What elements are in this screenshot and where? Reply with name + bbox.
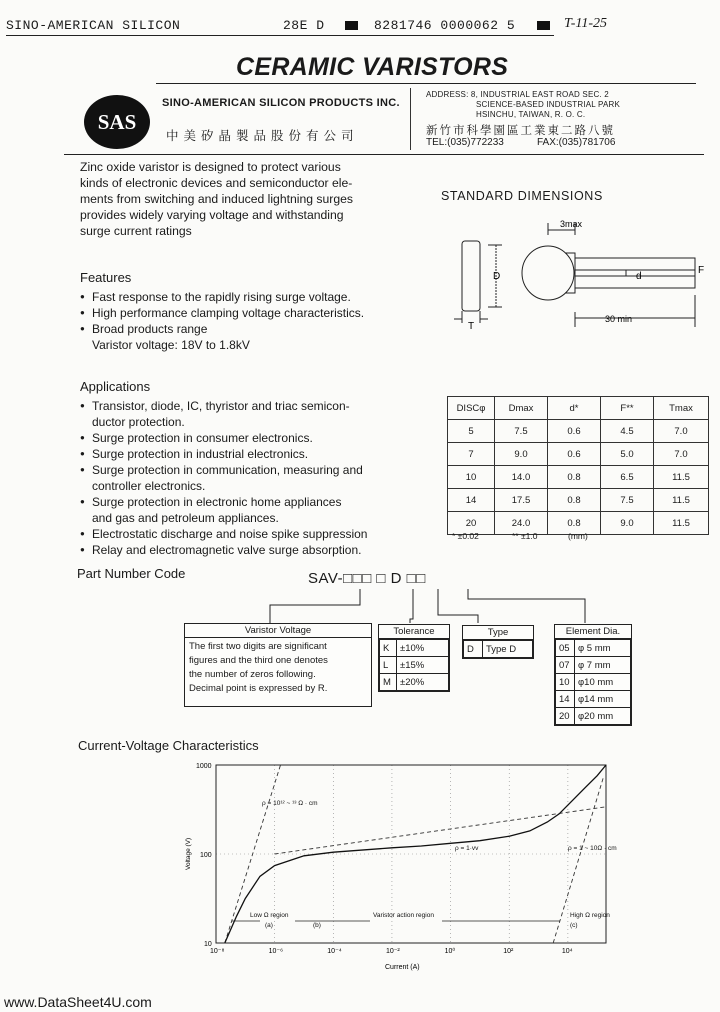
header-cell: Dmax	[495, 397, 548, 420]
x-tick-label: 10²	[503, 948, 514, 955]
header-block	[345, 21, 358, 30]
dimensions-table	[447, 396, 709, 535]
title-rule	[156, 83, 696, 84]
annotation-a: (a)	[265, 922, 273, 929]
table-row: 07 φ 7 mm	[556, 657, 631, 674]
y-tick-label: 10	[204, 941, 212, 948]
company-logo: SAS	[84, 95, 150, 149]
header-rule	[6, 35, 554, 36]
box-title: Element Dia.	[555, 625, 631, 639]
application-cont: ductor protection.	[92, 415, 185, 429]
annotation-low-region: Low Ω region	[250, 912, 289, 919]
table-note-1: * ±0.02	[452, 531, 479, 541]
application-item: ● Electrostatic discharge and noise spike suppression	[80, 526, 420, 542]
part-number-leaders	[180, 585, 640, 625]
application-item: ● Surge protection in electronic home appliances	[80, 494, 420, 510]
svg-text:T: T	[468, 321, 475, 330]
applications-heading: Applications	[80, 379, 151, 394]
disc-front-view	[522, 246, 574, 300]
table-row: 10 φ10 mm	[556, 674, 631, 691]
annotation-nu: ρ = 1·vv	[455, 845, 479, 852]
table-unit: (mm)	[568, 531, 588, 541]
reference-line	[275, 807, 606, 854]
company-divider	[410, 88, 411, 150]
dimension-drawing	[440, 215, 710, 330]
svg-text:F: F	[698, 265, 705, 276]
svg-text:d: d	[636, 271, 642, 282]
chart-heading: Current-Voltage Characteristics	[78, 738, 259, 753]
table-row: 14 φ14 mm	[556, 691, 631, 708]
annotation-rho-low: ρ = 1 ~ 10Ω · cm	[568, 845, 617, 852]
table-row: 05 φ 5 mm	[556, 640, 631, 657]
svg-text:30 min: 30 min	[605, 314, 633, 324]
box-title: Varistor Voltage	[185, 624, 371, 638]
x-tick-label: 10⁻²	[385, 948, 400, 955]
feature-extra: Varistor voltage: 18V to 1.8kV	[92, 338, 250, 352]
application-item: ● Relay and electromagnetic valve surge absorption.	[80, 542, 420, 558]
application-item: ● Surge protection in industrial electronics.	[80, 446, 420, 462]
annotation-c: (c)	[570, 922, 578, 929]
box-title: Type	[463, 626, 533, 640]
part-number-heading: Part Number Code	[77, 566, 186, 581]
annotation-varistor-region: Varistor action region	[373, 912, 434, 919]
svg-text:D: D	[493, 271, 501, 282]
varistor-voltage-box: Varistor Voltage The first two digits are significant figures and the third one denotes the number of zeros following. Decimal point is expressed by R.	[184, 623, 372, 707]
tolerance-box	[378, 624, 450, 692]
x-tick-label: 10⁻⁸	[210, 948, 225, 955]
application-item: ● Surge protection in communication, measuring and	[80, 462, 420, 478]
watermark: www.DataSheet4U.com	[4, 994, 152, 1010]
address-line-3: HSINCHU, TAIWAN, R. O. C.	[476, 110, 586, 119]
table-row: L ±15%	[380, 657, 449, 674]
header-cell: Tmax	[654, 397, 709, 420]
applications-list	[80, 398, 420, 558]
header-left: SINO-AMERICAN SILICON	[6, 18, 181, 33]
header-handwritten: T-11-25	[564, 16, 608, 31]
iv-chart	[180, 755, 620, 975]
y-axis-label: Voltage (V)	[185, 837, 192, 870]
address-line-2: SCIENCE-BASED INDUSTRIAL PARK	[476, 100, 621, 109]
header-cell: F**	[601, 397, 654, 420]
address-line-1: ADDRESS: 8, INDUSTRIAL EAST ROAD SEC. 2	[426, 90, 609, 99]
x-axis-label: Current (A)	[385, 964, 420, 971]
company-name: SINO-AMERICAN SILICON PRODUCTS INC.	[162, 97, 400, 109]
feature-item: ● Fast response to the rapidly rising surge voltage.	[80, 289, 420, 305]
x-tick-label: 10⁰	[444, 948, 456, 955]
application-cont: and gas and petroleum appliances.	[92, 511, 279, 525]
svg-text:3max: 3max	[560, 219, 583, 229]
table-row: M ±20%	[380, 674, 449, 691]
features-list	[80, 289, 420, 353]
header-number: 8281746 0000062 5	[374, 18, 516, 33]
fax: FAX:(035)781706	[537, 137, 616, 148]
table-row: 20 24.0 0.8 9.0 11.5	[448, 512, 709, 535]
feature-item: ● Broad products range	[80, 321, 420, 337]
table-row: 10 14.0 0.8 6.5 11.5	[448, 466, 709, 489]
table-row: D Type D	[464, 641, 533, 658]
type-box	[462, 625, 534, 659]
box-title: Tolerance	[379, 625, 449, 639]
annotation-rho-high: ρ = 10¹² ~ ¹³ Ω · cm	[262, 800, 318, 807]
table-row: K ±10%	[380, 640, 449, 657]
features-heading: Features	[80, 270, 132, 285]
disc-side-view	[462, 241, 480, 311]
address-cn: 新竹市科學園區工業東二路八號	[426, 125, 615, 137]
page-title: CERAMIC VARISTORS	[236, 53, 509, 81]
application-cont: controller electronics.	[92, 479, 206, 493]
header-cell: d*	[548, 397, 601, 420]
annotation-b: (b)	[313, 922, 321, 929]
y-tick-label: 1000	[196, 763, 212, 770]
table-row: 7 9.0 0.6 5.0 7.0	[448, 443, 709, 466]
std-dims-heading: STANDARD DIMENSIONS	[441, 189, 603, 203]
telephone: TEL:(035)772233	[426, 137, 504, 148]
application-item: ● Surge protection in consumer electronics.	[80, 430, 420, 446]
x-tick-label: 10⁻⁶	[268, 948, 284, 955]
x-tick-label: 10⁴	[561, 948, 573, 955]
annotation-high-region: High Ω region	[570, 912, 610, 919]
header-code: 28E D	[283, 18, 325, 33]
table-row: 14 17.5 0.8 7.5 11.5	[448, 489, 709, 512]
section-rule	[64, 154, 704, 155]
part-number-code: SAV-□□□ □ D □□	[308, 570, 426, 587]
element-dia-box	[554, 624, 632, 726]
intro-text: Zinc oxide varistor is designed to protect various kinds of electronic devices and semiconductor ele- ments from switching and induced lightning surges provides widely varying voltage and withstanding surge current ratings	[80, 160, 354, 238]
company-name-cn: 中美矽晶製品股份有公司	[166, 129, 359, 143]
table-row: 5 7.5 0.6 4.5 7.0	[448, 420, 709, 443]
table-header-row	[448, 397, 709, 420]
table-note-2: ** ±1.0	[512, 531, 538, 541]
header-block-2	[537, 21, 550, 30]
table-row: 20 φ20 mm	[556, 708, 631, 725]
feature-item: ● High performance clamping voltage characteristics.	[80, 305, 420, 321]
header-cell: DISCφ	[448, 397, 495, 420]
application-item: ● Transistor, diode, IC, thyristor and triac semicon-	[80, 398, 420, 414]
y-tick-label: 100	[200, 852, 212, 859]
x-tick-label: 10⁻⁴	[327, 948, 342, 955]
